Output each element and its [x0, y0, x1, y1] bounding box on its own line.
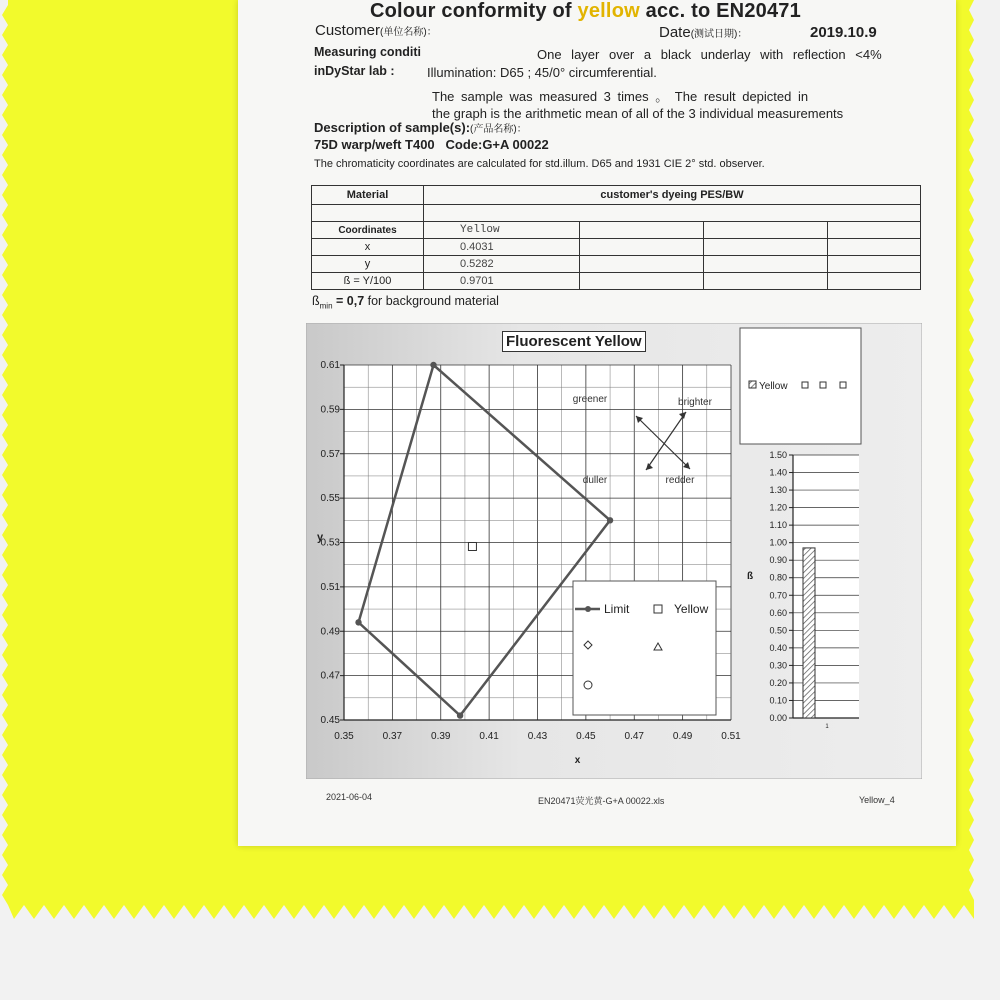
row-label-y: y: [312, 256, 424, 273]
legend-limit-marker: [585, 606, 591, 612]
y-tick-label: 0.45: [320, 715, 340, 726]
value-x: 0.4031: [424, 239, 580, 256]
x-tick-label: 0.37: [382, 731, 403, 742]
bar-y-tick-label: 0.40: [769, 642, 787, 653]
x-tick-label: 0.43: [527, 731, 548, 742]
x-tick-label: 0.39: [431, 731, 451, 742]
sample-line-2: the graph is the arithmetic mean of all of the 3 individual measurements: [432, 106, 844, 121]
bar-y-tick-label: 1.20: [769, 502, 787, 513]
description-label: Description of sample(s):(产品名称)：: [314, 120, 527, 135]
y-tick-label: 0.51: [320, 581, 340, 593]
x-tick-label: 0.49: [672, 731, 693, 742]
bar-y-tick-label: 0.60: [769, 607, 787, 618]
yellow-sample-marker: [468, 542, 476, 550]
lab-label: inDyStar lab :: [314, 64, 395, 78]
yellow-column-header: Yellow: [424, 222, 580, 239]
y-tick-label: 0.49: [320, 626, 340, 638]
y-tick-label: 0.57: [320, 448, 340, 460]
legend-yellow-label: Yellow: [674, 602, 709, 616]
legend-yellow-marker: [654, 605, 662, 613]
y-tick-label: 0.53: [320, 537, 340, 549]
footer-file: EN20471荧光黄-G+A 00022.xls: [538, 796, 665, 806]
measuring-text: One layer over a black underlay with reflection <4%: [537, 47, 882, 62]
bar-legend-empty-marker: [840, 382, 846, 388]
value-y: 0.5282: [424, 256, 580, 273]
limit-vertex-marker: [607, 517, 613, 523]
y-tick-label: 0.55: [320, 493, 340, 505]
sample-line-1: The sample was measured 3 times 。 The result depicted in: [432, 89, 809, 104]
bmin-note: $ß_{min} = 0,7$ for background material: [312, 294, 499, 311]
bar-y-tick-label: 0.20: [769, 677, 787, 688]
x-tick-label: 0.47: [624, 731, 644, 742]
measuring-label: Measuring conditi: [314, 45, 421, 59]
chart-title: Fluorescent Yellow: [502, 331, 646, 352]
footer-sheet: Yellow_4: [859, 795, 895, 805]
bar-legend-empty-marker: [820, 382, 826, 388]
material-header: Material: [312, 186, 424, 205]
limit-vertex-marker: [457, 712, 463, 718]
legend-circle-marker: [584, 681, 592, 689]
footer-date: 2021-06-04: [326, 792, 373, 802]
bar-y-axis-label: ß: [747, 571, 754, 582]
y-tick-label: 0.61: [320, 360, 340, 371]
bar-y-tick-label: 1.00: [769, 537, 787, 548]
report-title: Colour conformity of yellow acc. to EN20471: [370, 0, 801, 22]
bar-y-tick-label: 0.30: [769, 660, 787, 671]
bar-y-tick-label: 0.10: [769, 695, 787, 706]
customer-label: Customer(单位名称)：: [315, 22, 437, 39]
annotation-duller: duller: [582, 475, 608, 486]
legend-limit-label: Limit: [604, 602, 630, 616]
chromaticity-note: The chromaticity coordinates are calculated for std.illum. D65 and 1931 CIE 2° std. observer.: [314, 158, 765, 170]
limit-vertex-marker: [355, 619, 361, 625]
coordinates-table: [311, 185, 921, 290]
x-tick-label: 0.51: [721, 731, 741, 742]
bar-y-tick-label: 0.00: [769, 713, 787, 723]
sample-code: 75D warp/weft T400 Code:G+A 00022: [314, 137, 549, 152]
chart-area: [306, 323, 922, 779]
limit-vertex-marker: [430, 362, 436, 368]
x-tick-label: 0.41: [479, 731, 499, 742]
y-tick-label: 0.59: [320, 404, 340, 416]
date-value: 2019.10.9: [810, 24, 877, 41]
bar-y-tick-label: 0.80: [769, 572, 787, 583]
illumination-text: Illumination: D65 ; 45/0° circumferential.: [427, 65, 657, 80]
annotation-redder: redder: [665, 475, 695, 486]
row-label-x: x: [312, 239, 424, 256]
bar-y-tick-label: 0.90: [769, 555, 787, 566]
bar-y-tick-label: 1.10: [769, 520, 787, 531]
bar-category-label: 1: [825, 724, 829, 730]
annotation-brighter: brighter: [678, 397, 712, 408]
y-axis-label: y: [316, 531, 324, 544]
date-label: Date(测试日期)：: [659, 24, 748, 41]
x-axis-label: x: [574, 755, 581, 766]
bar-y-tick-label: 0.50: [769, 625, 787, 636]
bar-legend-yellow-marker: [749, 381, 756, 388]
annotation-greener: greener: [572, 394, 608, 405]
x-tick-label: 0.35: [334, 731, 354, 742]
bar-y-tick-label: 1.30: [769, 485, 787, 496]
value-beta: 0.9701: [424, 273, 580, 290]
coordinates-header: Coordinates: [312, 222, 424, 239]
bar-y-tick-label: 1.40: [769, 467, 787, 478]
material-value: customer's dyeing PES/BW: [424, 186, 921, 205]
x-tick-label: 0.45: [576, 731, 596, 742]
row-label-beta: ß = Y/100: [312, 273, 424, 290]
y-tick-label: 0.47: [320, 670, 340, 682]
bar-legend-empty-marker: [802, 382, 808, 388]
bar-legend-yellow-label: Yellow: [759, 381, 788, 392]
bar-yellow: [803, 548, 815, 718]
bar-y-tick-label: 1.50: [769, 450, 787, 460]
bar-y-tick-label: 0.70: [769, 590, 787, 601]
